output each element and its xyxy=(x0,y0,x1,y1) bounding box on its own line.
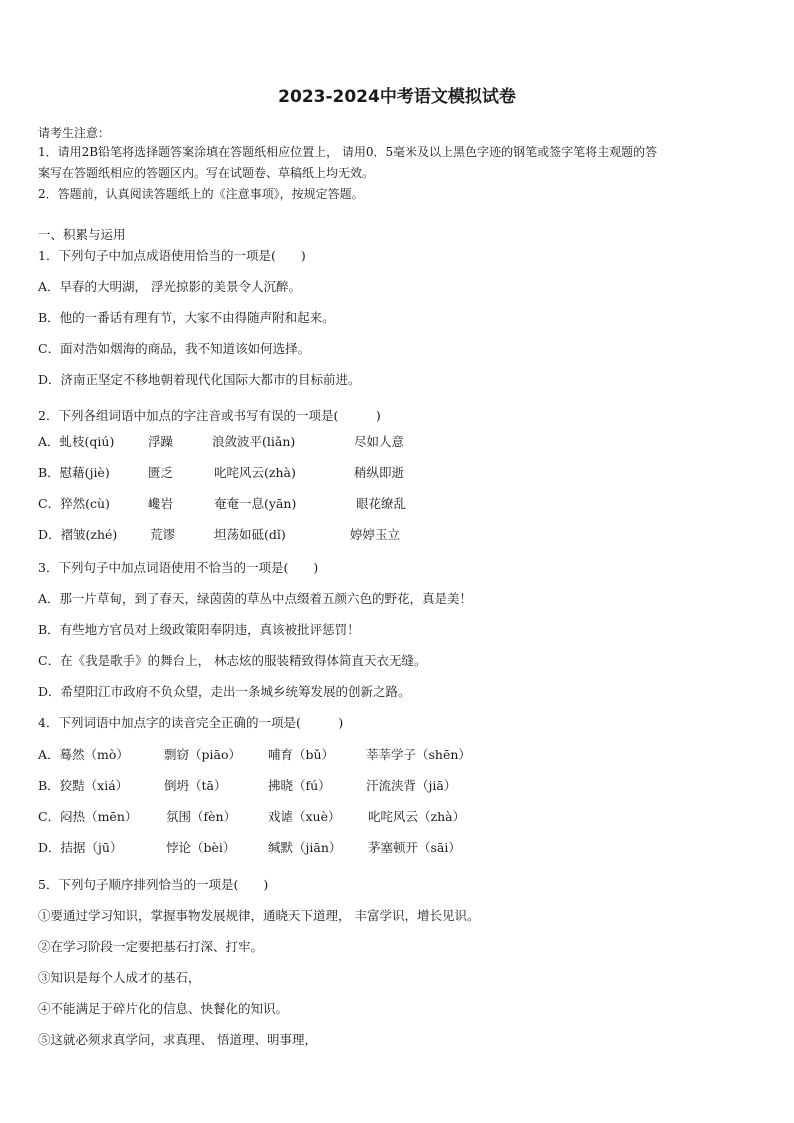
q4-d-word-3: 缄默（jiān） xyxy=(268,840,342,855)
q3-option-b: B．有些地方官员对上级政策阳奉阴违，真该被批评惩罚！ xyxy=(38,622,360,637)
notice-line-3: 2．答题前，认真阅读答题纸上的《注意事项》，按规定答题。 xyxy=(38,187,364,201)
q2-b-word-3: 叱咤风云(zhà) xyxy=(214,465,296,480)
q5-sentence-4: ④不能满足于碎片化的信息、快餐化的知识。 xyxy=(38,1001,289,1016)
q2-d-word-2: 荒谬 xyxy=(150,527,176,542)
q5-sentence-3: ③知识是每个人成才的基石， xyxy=(38,970,201,985)
q4-stem: 4．下列词语中加点字的读音完全正确的一项是( ) xyxy=(38,715,344,730)
q4-c-word-3: 戏谑（xuè） xyxy=(268,809,341,824)
notice-line-2: 案写在答题纸相应的答题区内。写在试题卷、草稿纸上均无效。 xyxy=(38,166,375,180)
q2-a-word-3: 浪敛波平(liǎn) xyxy=(212,434,296,449)
q2-c-word-4: 眼花缭乱 xyxy=(356,496,407,511)
q2-c-word-2: 巉岩 xyxy=(148,496,174,511)
q4-a-word-4: 莘莘学子（shēn） xyxy=(366,747,471,762)
q2-d-word-4: 婷婷玉立 xyxy=(350,527,401,542)
q4-b-word-2: 倒坍（tā） xyxy=(164,778,227,793)
q2-a-word-4: 尽如人意 xyxy=(354,434,405,449)
q1-option-d: D．济南正坚定不移地朝着现代化国际大都市的目标前进。 xyxy=(38,372,361,387)
q1-stem: 1．下列句子中加点成语使用恰当的一项是( ) xyxy=(38,248,306,263)
q3-stem: 3．下列句子中加点词语使用不恰当的一项是( ) xyxy=(38,560,319,575)
q1-option-b: B．他的一番话有理有节，大家不由得随声附和起来。 xyxy=(38,310,335,325)
q4-c-word-4: 叱咤风云（zhà） xyxy=(368,809,466,824)
q2-b-word-4: 稍纵即逝 xyxy=(354,465,405,480)
q4-d-word-2: 悖论（bèi） xyxy=(166,840,236,855)
q3-option-a: A．那一片草甸，到了春天，绿茵茵的草丛中点缀着五颜六色的野花，真是美！ xyxy=(38,591,473,606)
q4-d-word-4: 茅塞顿开（sāi） xyxy=(368,840,461,855)
q4-b-word-4: 汗流浃背（jiā） xyxy=(366,778,457,793)
q3-option-d: D．希望阳江市政府不负众望，走出一条城乡统筹发展的创新之路。 xyxy=(38,684,411,699)
page-title: 2023-2024中考语文模拟试卷 xyxy=(278,87,516,107)
q2-stem: 2．下列各组词语中加点的字注音或书写有误的一项是( ) xyxy=(38,408,381,423)
q4-b-word-3: 拂晓（fú） xyxy=(268,778,331,793)
q5-stem: 5．下列句子顺序排列恰当的一项是( ) xyxy=(38,877,269,892)
q4-d-word-1: D．拮据（jū） xyxy=(38,840,123,855)
q2-a-word-1: A．虬枝(qiú) xyxy=(38,434,115,449)
q2-b-word-1: B．慰藉(jiè) xyxy=(38,465,110,480)
q4-a-word-3: 哺育（bǔ） xyxy=(268,747,335,762)
notice-line-1: 1．请用2B铅笔将选择题答案涂填在答题纸相应位置上， 请用0．5毫米及以上黑色字迹的钢笔或签字笔将主观题的答 xyxy=(38,145,658,159)
q4-b-word-1: B．狡黠（xiá） xyxy=(38,778,129,793)
q2-a-word-2: 浮躁 xyxy=(148,434,174,449)
q3-option-c: C．在《我是歌手》的舞台上， 林志炫的服装精致得体简直天衣无缝。 xyxy=(38,653,427,668)
q2-d-word-1: D．褶皱(zhé) xyxy=(38,527,118,542)
q5-sentence-1: ①要通过学习知识，掌握事物发展规律，通晓天下道理， 丰富学识，增长见识。 xyxy=(38,908,480,923)
q2-c-word-3: 奄奄一息(yān) xyxy=(214,496,297,511)
q2-b-word-2: 匮乏 xyxy=(148,465,174,480)
q4-c-word-1: C．闷热（mēn） xyxy=(38,809,138,824)
q4-c-word-2: 氛围（fèn） xyxy=(166,809,237,824)
q2-c-word-1: C．猝然(cù) xyxy=(38,496,110,511)
q1-option-a: A．早春的大明湖， 浮光掠影的美景令人沉醉。 xyxy=(38,279,302,294)
q5-sentence-2: ②在学习阶段一定要把基石打深、打牢。 xyxy=(38,939,264,954)
section-heading: 一、积累与运用 xyxy=(38,227,126,242)
notice-heading: 请考生注意： xyxy=(38,126,111,140)
q5-sentence-5: ⑤这就必须求真学问，求真理、 悟道理、明事理， xyxy=(38,1032,317,1047)
q2-d-word-3: 坦荡如砥(dǐ) xyxy=(214,527,286,542)
q4-a-word-1: A．蓦然（mò） xyxy=(38,747,129,762)
q4-a-word-2: 剽窃（piāo） xyxy=(164,747,241,762)
q1-option-c: C．面对浩如烟海的商品，我不知道该如何选择。 xyxy=(38,341,311,356)
